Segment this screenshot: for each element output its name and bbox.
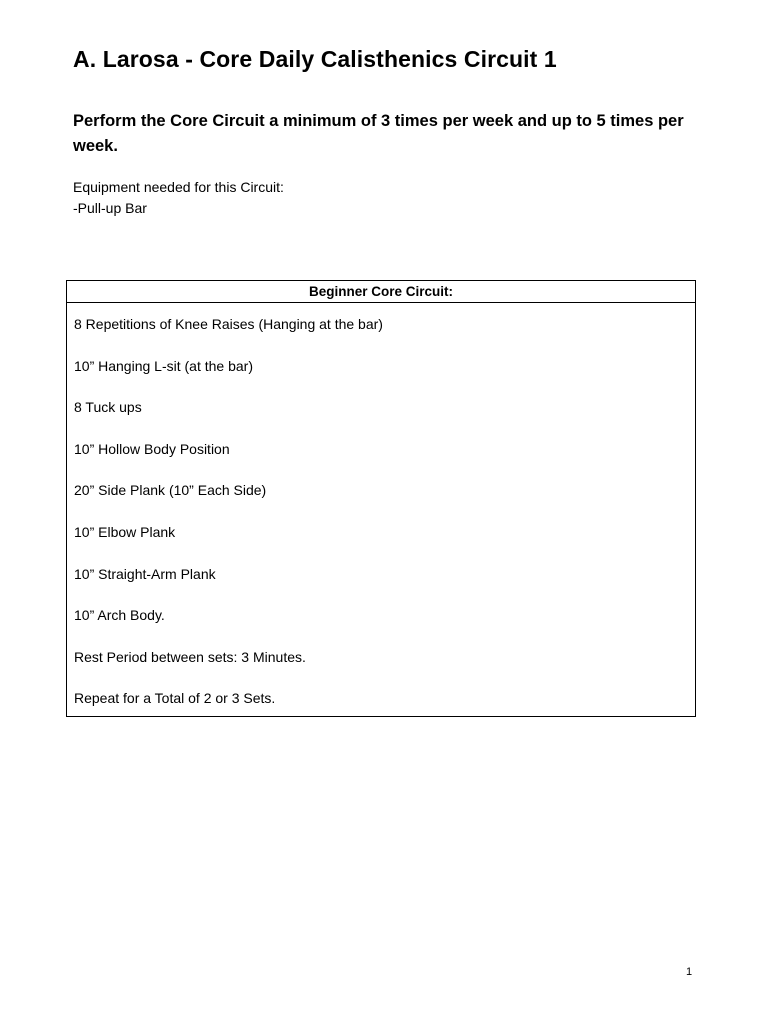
equipment-section (73, 177, 284, 219)
repeat-sets-item: Repeat for a Total of 2 or 3 Sets. (74, 690, 276, 707)
exercise-item: 10” Hanging L-sit (at the bar) (74, 357, 253, 374)
equipment-item: -Pull-up Bar (73, 200, 147, 216)
exercise-item: 20” Side Plank (10” Each Side) (74, 482, 267, 499)
exercise-item: 8 Tuck ups (74, 399, 142, 416)
exercise-item: 8 Repetitions of Knee Raises (Hanging at the bar) (74, 316, 383, 332)
exercise-item: 10” Arch Body. (74, 607, 165, 624)
page-number: 1 (686, 966, 693, 978)
rest-period-item: Rest Period between sets: 3 Minutes. (74, 648, 306, 665)
circuit-exercise-list (74, 314, 383, 730)
page-title: A. Larosa - Core Daily Calisthenics Circuit 1 (73, 46, 557, 72)
intro-text: Perform the Core Circuit a minimum of 3 times per week and up to 5 times per week. (73, 112, 684, 155)
exercise-item: 10” Straight-Arm Plank (74, 565, 216, 582)
exercise-item: 10” Hollow Body Position (74, 440, 230, 457)
circuit-table-header: Beginner Core Circuit: (67, 281, 695, 303)
equipment-heading: Equipment needed for this Circuit: (73, 179, 284, 195)
exercise-item: 10” Elbow Plank (74, 523, 176, 540)
circuit-table (66, 280, 696, 717)
